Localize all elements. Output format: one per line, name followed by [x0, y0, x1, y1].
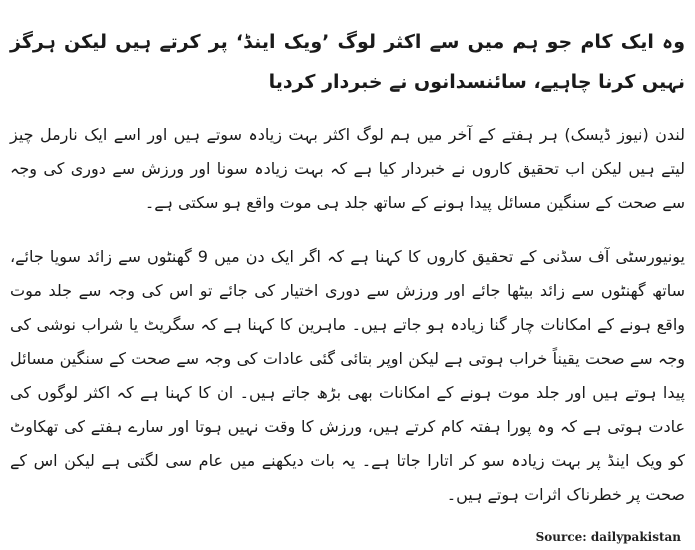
article-paragraph: یونیورسٹی آف سڈنی کے تحقیق کاروں کا کہنا ہے کہ اگر ایک دن میں 9 گھنٹوں سے زائد سویا جائے، ساتھ گھنٹوں سے زائد بیٹھا جائے اور ورزش سے دوری اختیار کی جائے تو اس کی وجہ سے جلد موت واقع ہونے کے امکانات چار گنا زیادہ ہو جاتے ہیں۔ ماہرین کا کہنا ہے کہ سگریٹ یا شراب نوشی کی وجہ سے صحت یقیناً خراب ہوتی ہے لیکن اوپر بتائی گئی عادات کی وجہ سے صحت کے سنگین مسائل پیدا ہوتے ہیں اور جلد موت ہونے کے امکانات بھی بڑھ جاتے ہیں۔ ان کا کہنا ہے کہ اکثر لوگوں کی عادت ہوتی ہے کہ وہ پورا ہفتہ کام کرتے ہیں، ورزش کا وقت نہیں ہوتا اور سارے ہفتے کی تھکاوٹ کو ویک اینڈ پر بہت زیادہ سو کر اتارا جاتا ہے۔ یہ بات دیکھنے میں عام سی لگتی ہے لیکن اس کے صحت پر خطرناک اثرات ہوتے ہیں۔: [10, 247, 685, 504]
article-headline: وہ ایک کام جو ہم میں سے اکثر لوگ ’ویک اینڈ‘ پر کرتے ہیں لیکن ہرگز نہیں کرنا چاہیے، سائنسدانوں نے خبردار کردیا: [10, 31, 685, 93]
article-paragraph: لندن (نیوز ڈیسک) ہر ہفتے کے آخر میں ہم لوگ اکثر بہت زیادہ سوتے ہیں اور اسے ایک نارمل چیز لیتے ہیں لیکن اب تحقیق کاروں نے خبردار کیا ہے کہ بہت زیادہ سونا اور ورزش سے دوری کی وجہ سے صحت کے سنگین مسائل پیدا ہونے کے ساتھ جلد ہی موت واقع ہو سکتی ہے۔: [10, 125, 685, 212]
news-article: [10, 0, 685, 550]
source-credit: Source: dailypakistan: [535, 530, 681, 544]
